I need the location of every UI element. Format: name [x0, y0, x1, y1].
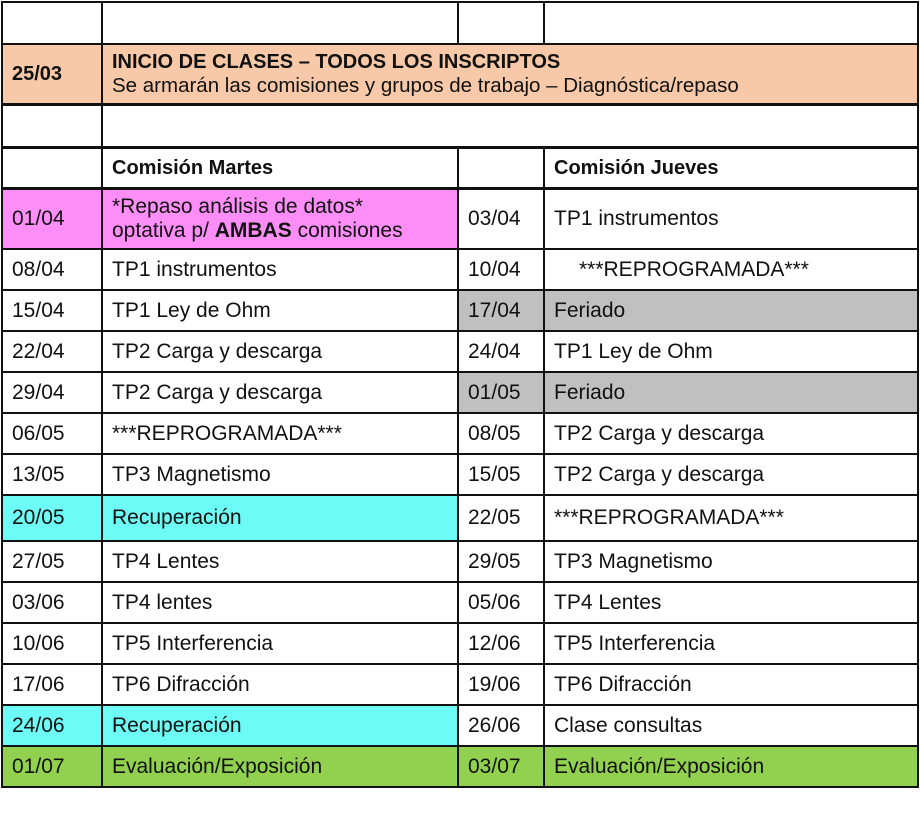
jueves-date: 05/06 — [458, 582, 544, 623]
martes-date: 01/07 — [2, 746, 102, 787]
schedule-row — [2, 249, 918, 290]
empty-row-top — [2, 2, 918, 44]
martes-activity: Recuperación — [102, 705, 458, 746]
martes-activity: ***REPROGRAMADA*** — [102, 413, 458, 454]
header-comision-martes: Comisión Martes — [102, 148, 458, 189]
jueves-date: 29/05 — [458, 541, 544, 582]
jueves-date: 01/05 — [458, 372, 544, 413]
martes-activity: Evaluación/Exposición — [102, 746, 458, 787]
header-comision-jueves: Comisión Jueves — [544, 148, 918, 189]
martes-date: 10/06 — [2, 623, 102, 664]
martes-date: 13/05 — [2, 454, 102, 495]
schedule-row — [2, 664, 918, 705]
empty-cell — [2, 148, 102, 189]
schedule-row — [2, 331, 918, 372]
martes-date: 22/04 — [2, 331, 102, 372]
schedule-row — [2, 454, 918, 495]
martes-activity: TP1 instrumentos — [102, 249, 458, 290]
jueves-date: 03/04 — [458, 189, 544, 250]
martes-date: 08/04 — [2, 249, 102, 290]
schedule-row — [2, 189, 918, 250]
martes-date: 06/05 — [2, 413, 102, 454]
empty-cell — [544, 2, 918, 44]
empty-cell — [2, 105, 102, 148]
jueves-activity: Feriado — [544, 290, 918, 331]
martes-activity: TP1 Ley de Ohm — [102, 290, 458, 331]
jueves-date: 22/05 — [458, 495, 544, 541]
martes-activity: TP6 Difracción — [102, 664, 458, 705]
schedule-row — [2, 746, 918, 787]
martes-activity: TP3 Magnetismo — [102, 454, 458, 495]
jueves-activity: TP3 Magnetismo — [544, 541, 918, 582]
schedule-row — [2, 705, 918, 746]
jueves-activity: TP4 Lentes — [544, 582, 918, 623]
schedule-table — [1, 1, 919, 788]
jueves-activity: TP2 Carga y descarga — [544, 454, 918, 495]
jueves-date: 10/04 — [458, 249, 544, 290]
martes-date: 27/05 — [2, 541, 102, 582]
martes-activity: TP4 lentes — [102, 582, 458, 623]
start-date: 25/03 — [2, 44, 102, 105]
start-title: INICIO DE CLASES – TODOS LOS INSCRIPTOS — [112, 51, 561, 73]
jueves-activity: Evaluación/Exposición — [544, 746, 918, 787]
martes-date: 15/04 — [2, 290, 102, 331]
jueves-date: 24/04 — [458, 331, 544, 372]
jueves-activity: Clase consultas — [544, 705, 918, 746]
martes-activity — [102, 189, 458, 250]
empty-cell — [2, 2, 102, 44]
martes-activity: TP2 Carga y descarga — [102, 331, 458, 372]
start-of-classes-row — [2, 44, 918, 105]
jueves-activity: TP6 Difracción — [544, 664, 918, 705]
empty-cell — [458, 2, 544, 44]
martes-activity-line2c: comisiones — [291, 219, 403, 242]
martes-activity-line2a: optativa p/ — [112, 219, 215, 242]
martes-date: 17/06 — [2, 664, 102, 705]
jueves-activity: ***REPROGRAMADA*** — [544, 249, 918, 290]
empty-cell — [458, 148, 544, 189]
schedule-row — [2, 623, 918, 664]
jueves-activity: TP1 Ley de Ohm — [544, 331, 918, 372]
jueves-date: 15/05 — [458, 454, 544, 495]
martes-date: 29/04 — [2, 372, 102, 413]
martes-activity: Recuperación — [102, 495, 458, 541]
martes-activity: TP4 Lentes — [102, 541, 458, 582]
martes-date: 20/05 — [2, 495, 102, 541]
jueves-date: 08/05 — [458, 413, 544, 454]
martes-activity-line1: *Repaso análisis de datos* — [112, 195, 363, 218]
schedule-row — [2, 582, 918, 623]
jueves-activity: Feriado — [544, 372, 918, 413]
jueves-date: 17/04 — [458, 290, 544, 331]
martes-date: 03/06 — [2, 582, 102, 623]
empty-row-separator — [2, 105, 918, 148]
jueves-date: 03/07 — [458, 746, 544, 787]
start-subtitle: Se armarán las comisiones y grupos de trabajo – Diagnóstica/repaso — [112, 74, 739, 97]
schedule-row — [2, 372, 918, 413]
column-header-row — [2, 148, 918, 189]
jueves-activity: TP2 Carga y descarga — [544, 413, 918, 454]
empty-cell — [102, 105, 918, 148]
schedule-row — [2, 413, 918, 454]
jueves-activity: TP1 instrumentos — [544, 189, 918, 250]
schedule-row — [2, 290, 918, 331]
empty-cell — [102, 2, 458, 44]
jueves-activity: TP5 Interferencia — [544, 623, 918, 664]
martes-date: 01/04 — [2, 189, 102, 250]
martes-date: 24/06 — [2, 705, 102, 746]
martes-activity: TP2 Carga y descarga — [102, 372, 458, 413]
jueves-date: 26/06 — [458, 705, 544, 746]
jueves-date: 12/06 — [458, 623, 544, 664]
martes-activity-line2b: AMBAS — [214, 219, 292, 242]
schedule-row — [2, 495, 918, 541]
martes-activity: TP5 Interferencia — [102, 623, 458, 664]
start-info — [102, 44, 918, 105]
jueves-date: 19/06 — [458, 664, 544, 705]
schedule-row — [2, 541, 918, 582]
jueves-activity: ***REPROGRAMADA*** — [544, 495, 918, 541]
